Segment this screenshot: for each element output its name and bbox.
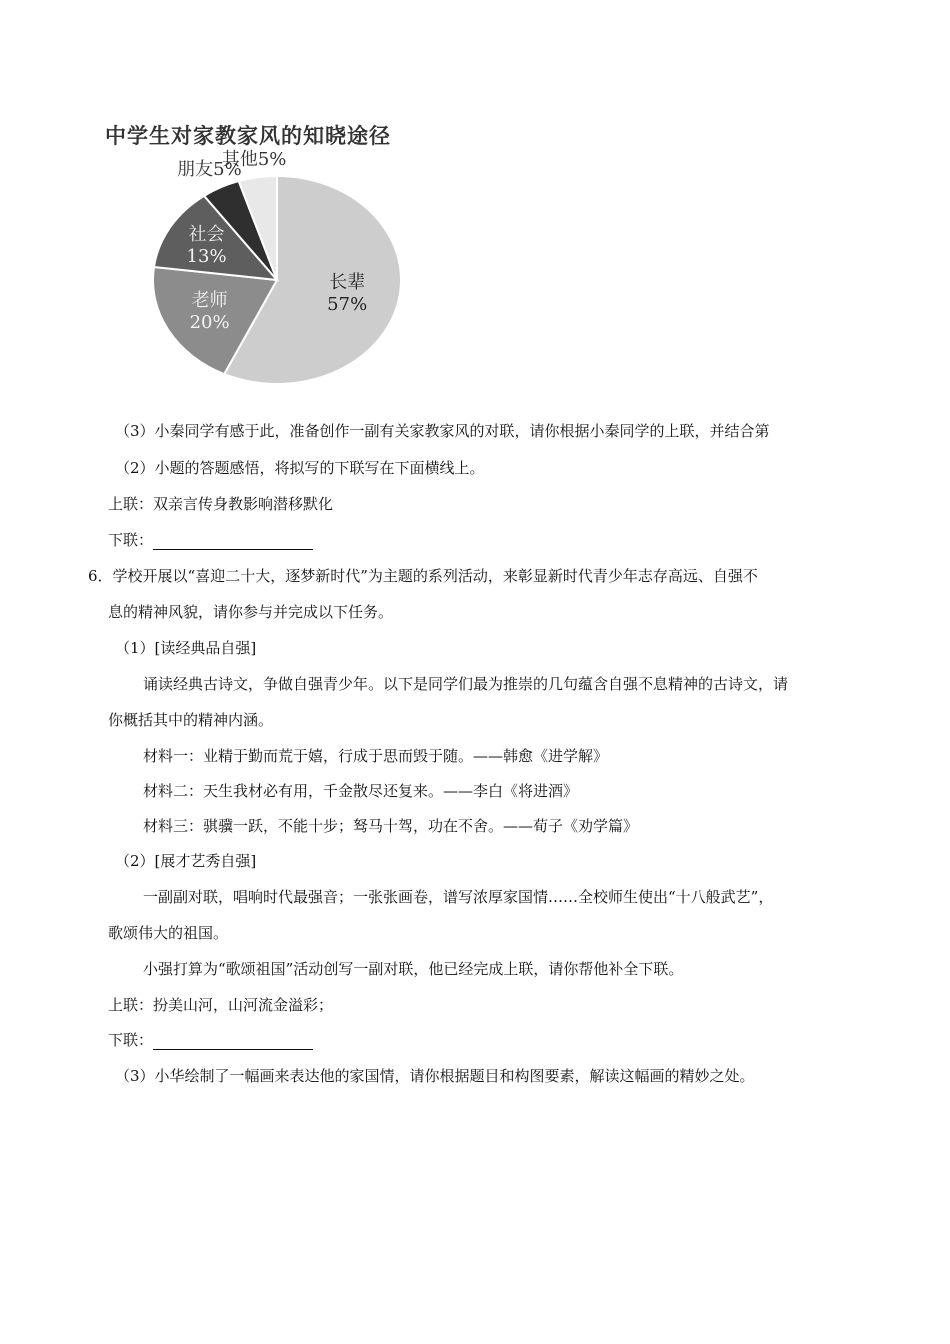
q5-3-line1: （3）小秦同学有感于此，准备创作一副有关家教家风的对联，请你根据小秦同学的上联，并结合第: [115, 422, 770, 440]
q6-2-para-line2: 歌颂伟大的祖国。: [108, 924, 229, 942]
q6-1-heading: （1）[读经典品自强]: [115, 639, 257, 657]
pie-label-2: 老师 20%: [189, 290, 230, 334]
q5-3-lower-row: [108, 530, 313, 550]
q6-2-para-line1: 一副副对联，唱响时代最强音；一张张画卷，谱写浓厚家国情……全校师生使出“十八般武艺”，: [143, 888, 774, 906]
q6-1-para-line2: 你概括其中的精神内涵。: [108, 711, 274, 729]
q5-3-line2: （2）小题的答题感悟，将拟写的下联写在下面横线上。: [115, 459, 485, 477]
q5-3-answer-blank[interactable]: [153, 535, 313, 550]
q6-2-upper: 上联：扮美山河，山河流金溢彩；: [108, 996, 334, 1014]
q6-2-heading: （2）[展才艺秀自强]: [115, 852, 257, 870]
pie-label-3: 社会 13%: [186, 224, 227, 268]
q5-3-upper: 上联：双亲言传身教影响潜移默化: [108, 495, 334, 513]
q6-2-lower-label: 下联：: [108, 1031, 154, 1049]
q6-2-answer-blank[interactable]: [153, 1035, 313, 1050]
pie-label-5: 其他5%: [221, 148, 287, 170]
q6-material-1: 材料一：业精于勤而荒于嬉，行成于思而毁于随。——韩愈《进学解》: [143, 747, 609, 765]
q6-line2: 息的精神风貌，请你参与并完成以下任务。: [108, 603, 394, 621]
q6-material-3: 材料三：骐骥一跃，不能十步；驽马十驾，功在不舍。——荀子《劝学篇》: [143, 817, 639, 835]
pie-label-1: 长辈 57%: [327, 272, 368, 316]
q6-material-2: 材料二：天生我材必有用，千金散尽还复来。——李白《将进酒》: [143, 782, 579, 800]
pie-label-4: 朋友5%: [177, 158, 242, 180]
q5-3-lower-label: 下联：: [108, 531, 154, 549]
q6-2-lower-row: [108, 1030, 313, 1050]
q6-1-para-line1: 诵读经典古诗文，争做自强青少年。以下是同学们最为推崇的几句蕴含自强不息精神的古诗文，请: [143, 675, 789, 693]
chart-title: 中学生对家教家风的知晓途径: [105, 124, 391, 148]
q6-3-line: （3）小华绘制了一幅画来表达他的家国情，请你根据题目和构图要素，解读这幅画的精妙之处。: [115, 1067, 755, 1085]
pie-chart: [105, 120, 465, 395]
q6-2-para-line3: 小强打算为“歌颂祖国”活动创写一副对联，他已经完成上联，请你帮他补全下联。: [143, 960, 684, 978]
pie-chart-svg: [105, 120, 465, 395]
q6-line1: 6．学校开展以“喜迎二十大，逐梦新时代”为主题的系列活动，来彰显新时代青少年志存高远、自强不: [88, 567, 758, 585]
